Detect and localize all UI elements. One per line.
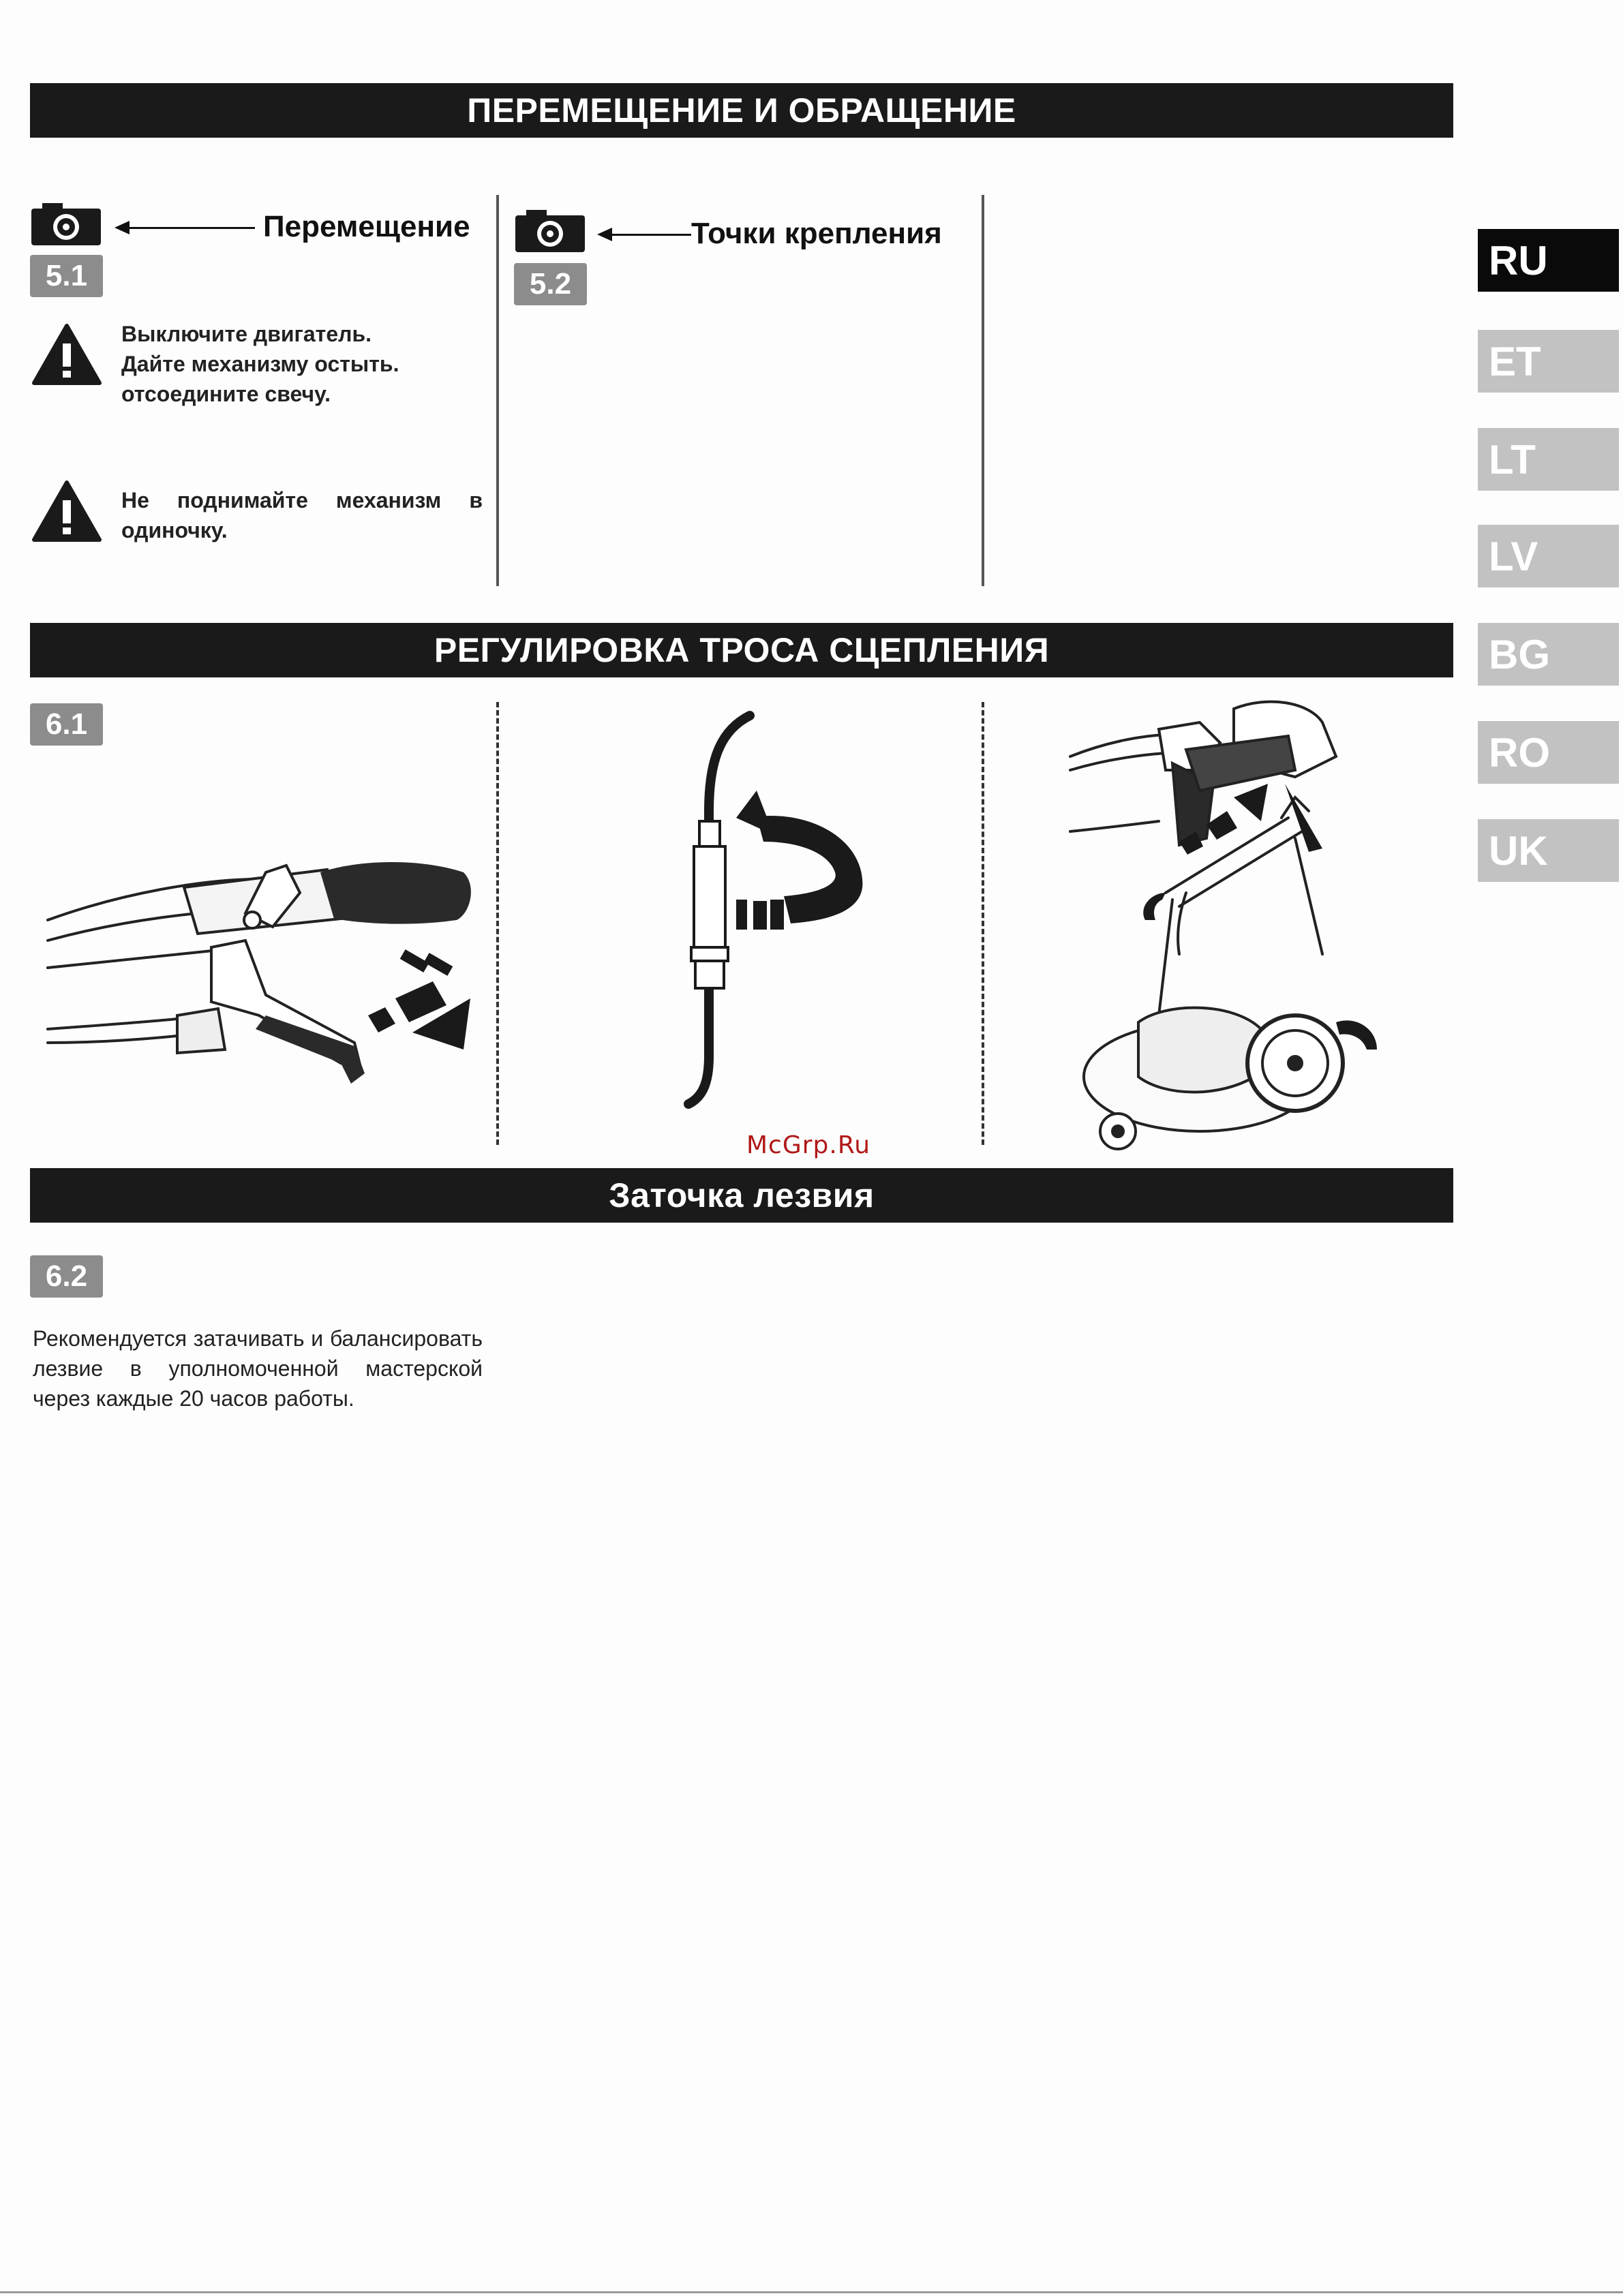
- column-divider: [496, 702, 499, 1145]
- warning-text-engine: [121, 319, 503, 409]
- section-title-clutch: РЕГУЛИРОВКА ТРОСА СЦЕПЛЕНИЯ: [30, 623, 1453, 677]
- section-title-blade: Заточка лезвия: [30, 1168, 1453, 1223]
- lang-tab-ru[interactable]: RU: [1478, 229, 1619, 292]
- step-label-transport: Перемещение: [263, 210, 470, 243]
- warning-line: отсоедините свечу.: [121, 382, 331, 406]
- lang-tab-lt[interactable]: LT: [1478, 428, 1619, 491]
- step-badge-6-2: 6.2: [30, 1255, 103, 1298]
- camera-icon: [30, 202, 102, 247]
- lang-tab-uk[interactable]: UK: [1478, 819, 1619, 882]
- column-divider: [982, 702, 984, 1145]
- pointer-line: [128, 227, 255, 229]
- clutch-lever-illustration: [41, 845, 484, 1097]
- mower-cable-adjust-illustration: [1063, 695, 1418, 1159]
- camera-icon: [514, 209, 586, 254]
- pointer-line: [611, 234, 691, 236]
- warning-line: Выключите двигатель.: [121, 322, 372, 346]
- watermark: McGrp.Ru: [746, 1131, 871, 1159]
- warning-text-lift: Не поднимайте механизм в одиночку.: [121, 488, 483, 542]
- lang-tab-bg[interactable]: BG: [1478, 623, 1619, 686]
- blade-instructions: Рекомендуется затачивать и балансировать лезвие в уполномоченной мастерской через каждые 20 часов работы.: [33, 1326, 483, 1411]
- arrow-left-icon: [115, 221, 130, 234]
- cable-adjuster-illustration: [654, 702, 900, 1111]
- warning-triangle-icon: [31, 480, 102, 542]
- warning-triangle-icon: [31, 323, 102, 386]
- column-divider: [982, 195, 984, 586]
- section-title-transport: ПЕРЕМЕЩЕНИЕ И ОБРАЩЕНИЕ: [30, 83, 1453, 138]
- step-label-mounting-points: Точки крепления: [691, 217, 942, 250]
- lang-tab-lv[interactable]: LV: [1478, 525, 1619, 587]
- step-badge-6-1: 6.1: [30, 703, 103, 746]
- page-footer-rule: [0, 2291, 1623, 2293]
- step-badge-5-2: 5.2: [514, 263, 587, 305]
- lang-tab-ro[interactable]: RO: [1478, 721, 1619, 784]
- lang-tab-et[interactable]: ET: [1478, 330, 1619, 393]
- arrow-left-icon: [597, 228, 612, 241]
- step-badge-5-1: 5.1: [30, 255, 103, 297]
- warning-line: Дайте механизму остыть.: [121, 352, 399, 376]
- column-divider: [496, 195, 499, 586]
